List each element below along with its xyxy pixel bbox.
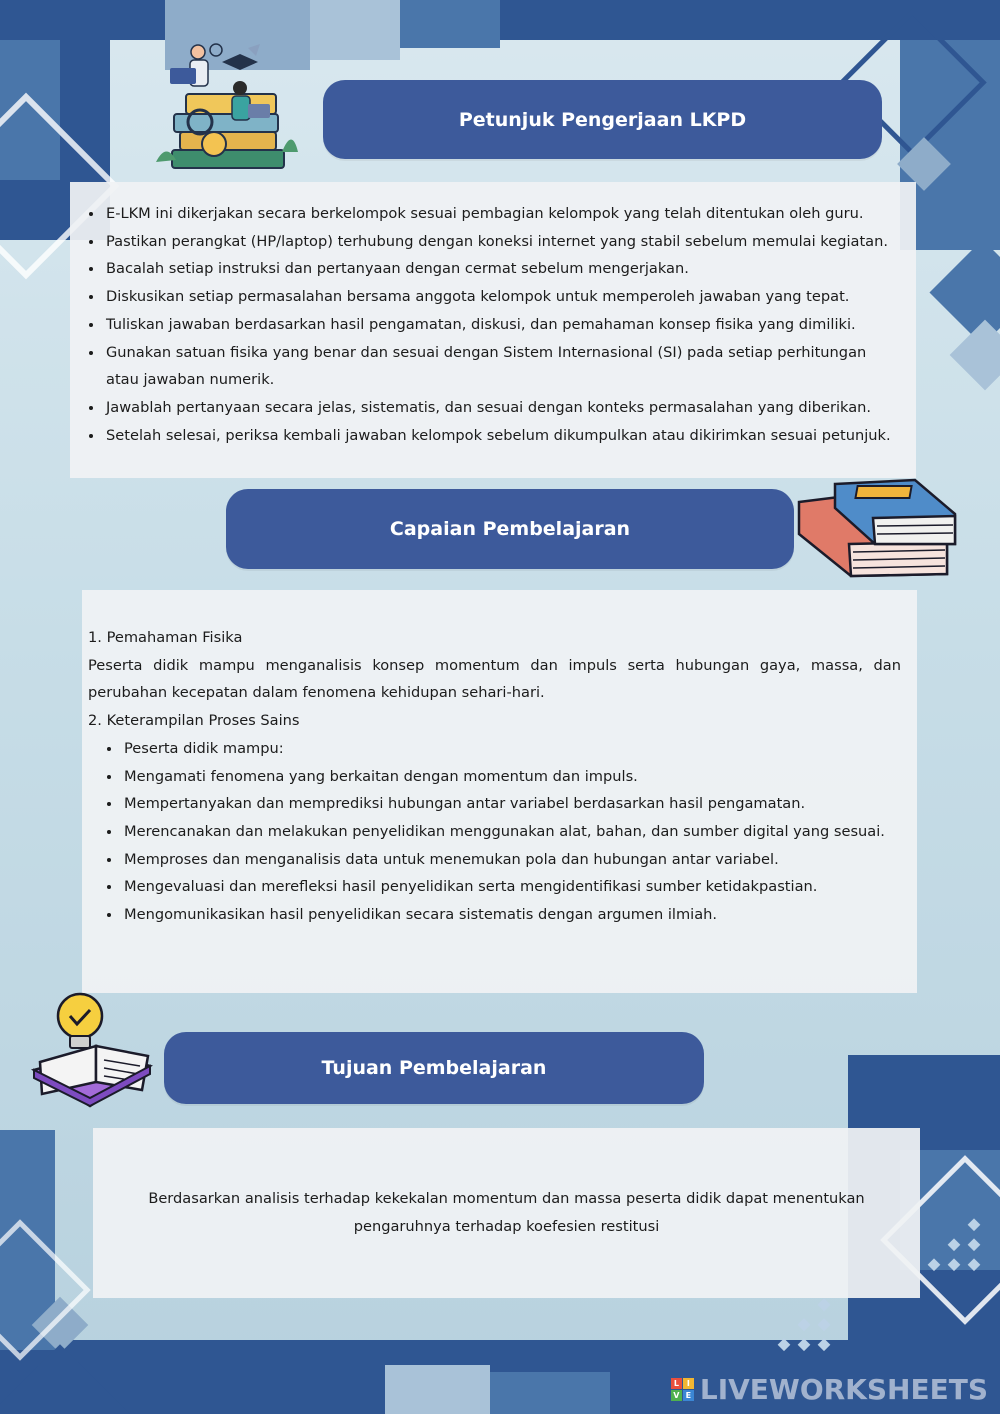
- capaian-item: • Peserta didik mampu:: [122, 735, 901, 763]
- bottom-block-decoration: [385, 1365, 490, 1414]
- petunjuk-item: • Pastikan perangkat (HP/laptop) terhubung dengan koneksi internet yang stabil sebelum memulai kegiatan.: [104, 228, 900, 256]
- watermark-text: LIVEWORKSHEETS: [699, 1373, 988, 1406]
- petunjuk-item: • E-LKM ini dikerjakan secara berkelompok sesuai pembagian kelompok yang telah ditentukan oleh guru.: [104, 200, 900, 228]
- petunjuk-card: [70, 182, 916, 478]
- petunjuk-item: • Gunakan satuan fisika yang benar dan sesuai dengan Sistem Internasional (SI) pada setiap perhitungan atau jawaban numerik.: [104, 339, 900, 394]
- logo-letter: L: [671, 1378, 682, 1389]
- students-studying-on-books-icon: [152, 42, 300, 174]
- logo-letter: I: [683, 1378, 694, 1389]
- liveworksheets-watermark: [671, 1373, 988, 1406]
- capaian-item: • Memproses dan menganalisis data untuk menemukan pola dan hubungan antar variabel.: [122, 846, 901, 874]
- capaian-heading-2: 2. Keterampilan Proses Sains: [88, 712, 300, 730]
- petunjuk-item: • Tuliskan jawaban berdasarkan hasil pengamatan, diskusi, dan pemahaman konsep fisika yang dimiliki.: [104, 311, 900, 339]
- capaian-item: • Mempertanyakan dan memprediksi hubungan antar variabel berdasarkan hasil pengamatan.: [122, 790, 901, 818]
- capaian-heading-1: 1. Pemahaman Fisika: [88, 629, 243, 646]
- tujuan-title-banner: [164, 1032, 704, 1104]
- petunjuk-item: • Setelah selesai, periksa kembali jawaban kelompok sebelum dikumpulkan atau dikirimkan sesuai petunjuk.: [104, 422, 900, 450]
- tujuan-text: Berdasarkan analisis terhadap kekekalan momentum dan massa peserta didik dapat menentukan pengaruhnya terhadap koefesien restitusi: [148, 1190, 865, 1235]
- logo-letter: V: [671, 1390, 682, 1401]
- capaian-title: Capaian Pembelajaran: [389, 518, 631, 540]
- petunjuk-item: • Diskusikan setiap permasalahan bersama anggota kelompok untuk memperoleh jawaban yang tepat.: [104, 283, 900, 311]
- capaian-title-banner: [226, 489, 794, 569]
- petunjuk-item: • Bacalah setiap instruksi dan pertanyaan dengan cermat sebelum mengerjakan.: [104, 255, 900, 283]
- tujuan-title: Tujuan Pembelajaran: [321, 1057, 547, 1079]
- stacked-books-icon: [795, 478, 960, 580]
- petunjuk-title: Petunjuk Pengerjaan LKPD: [458, 108, 747, 131]
- capaian-item: • Mengevaluasi dan merefleksi hasil penyelidikan serta mengidentifikasi sumber ketidakpastian.: [122, 873, 901, 901]
- capaian-card: [82, 590, 917, 993]
- petunjuk-title-banner: [323, 80, 882, 159]
- petunjuk-item: • Jawablah pertanyaan secara jelas, sistematis, dan sesuai dengan konteks permasalahan yang diberikan.: [104, 394, 900, 422]
- capaian-item: • Merencanakan dan melakukan penyelidikan menggunakan alat, bahan, dan sumber digital yang sesuai.: [122, 818, 901, 846]
- top-block-decoration: [310, 0, 400, 60]
- capaian-paragraph-1: Peserta didik mampu menganalisis konsep momentum dan impuls serta hubungan gaya, massa, dan perubahan kecepatan dalam fenomena kehidupan sehari-hari.: [88, 656, 901, 702]
- top-block-decoration: [400, 0, 500, 48]
- top-band-decoration: [0, 0, 1000, 40]
- lightbulb-open-book-icon: [30, 990, 155, 1112]
- petunjuk-list: [70, 200, 900, 449]
- dot-pattern-decoration: [740, 1210, 1000, 1380]
- capaian-list: [88, 735, 901, 929]
- liveworksheets-logo-icon: [671, 1378, 694, 1401]
- bottom-block-decoration: [490, 1372, 610, 1414]
- diamond-decoration: [950, 320, 1000, 391]
- capaian-item: • Mengamati fenomena yang berkaitan dengan momentum dan impuls.: [122, 763, 901, 791]
- logo-letter: E: [683, 1390, 694, 1401]
- capaian-item: • Mengomunikasikan hasil penyelidikan secara sistematis dengan argumen ilmiah.: [122, 901, 901, 929]
